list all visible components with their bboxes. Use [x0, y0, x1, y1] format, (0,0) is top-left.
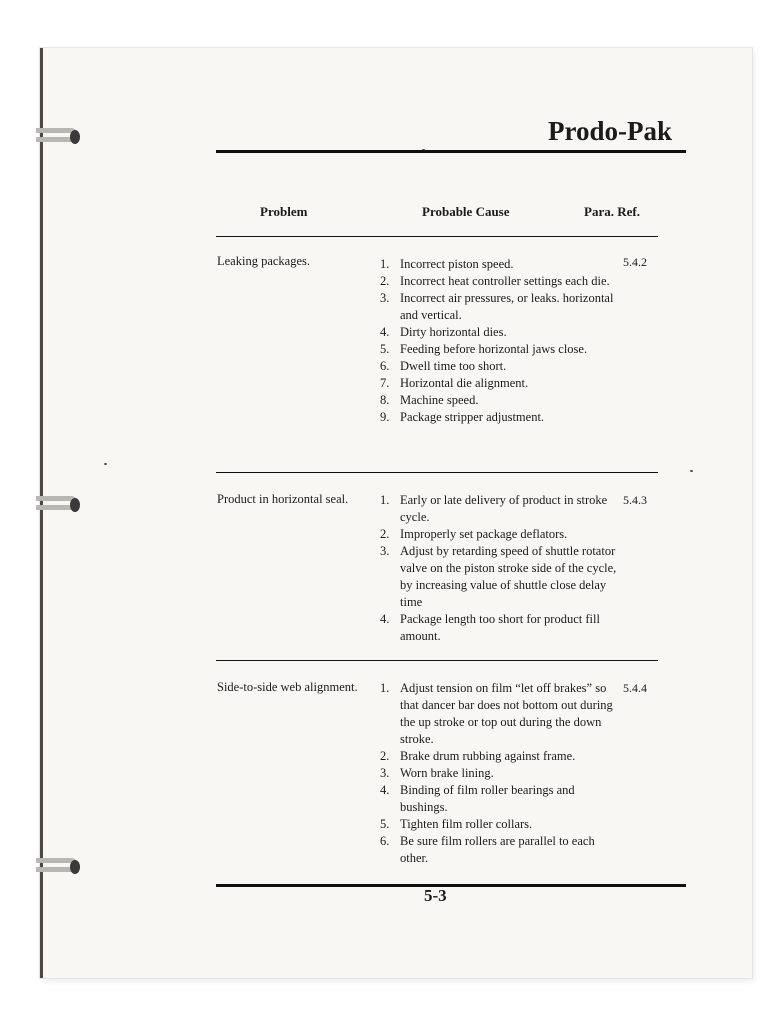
brand-title: Prodo-Pak: [547, 116, 672, 146]
para-ref-cell: 5.4.2: [623, 255, 647, 269]
cause-item: 6. Be sure film rollers are parallel to each other.: [380, 834, 595, 865]
page-number: 5-3: [424, 886, 447, 905]
column-header-ref: Para. Ref.: [584, 204, 640, 219]
cause-item: 3. Worn brake lining.: [380, 766, 494, 780]
cause-list: [376, 256, 620, 426]
cause-item: 3. Incorrect air pressures, or leaks. horizontal and vertical.: [380, 291, 614, 322]
cause-item: 1. Adjust tension on film “let off brakes” so that dancer bar does not bottom out during the up stroke or top out during the down stroke.: [380, 681, 613, 746]
header-rule: [216, 150, 686, 153]
column-header-cause: Probable Cause: [422, 204, 510, 219]
cause-item: 6. Dwell time too short.: [380, 359, 507, 373]
row-divider: [216, 472, 658, 473]
cause-item: 8. Machine speed.: [380, 393, 479, 407]
cause-item: 1. Early or late delivery of product in stroke cycle.: [380, 493, 608, 524]
cause-item: 2. Incorrect heat controller settings each die.: [380, 274, 610, 288]
cause-item: 2. Improperly set package deflators.: [380, 527, 568, 541]
para-ref-cell: 5.4.3: [623, 493, 647, 507]
paper-speck: [690, 470, 693, 472]
cause-list: [376, 492, 620, 645]
para-ref-cell: 5.4.4: [623, 681, 647, 695]
cause-item: 2. Brake drum rubbing against frame.: [380, 749, 576, 763]
column-header-problem: Problem: [260, 204, 308, 219]
cause-item: 7. Horizontal die alignment.: [380, 376, 529, 390]
cause-item: 9. Package stripper adjustment.: [380, 410, 545, 424]
cause-item: 4. Binding of film roller bearings and bushings.: [380, 783, 575, 814]
cause-item: 1. Incorrect piston speed.: [380, 257, 514, 271]
cause-item: 4. Dirty horizontal dies.: [380, 325, 507, 339]
table-header-divider: [216, 236, 658, 237]
cause-item: 3. Adjust by retarding speed of shuttle rotator valve on the piston stroke side of the cycle, by increasing value of shuttle close delay time: [380, 544, 617, 609]
binder-ring-icon: [36, 858, 84, 880]
binder-ring-icon: [36, 128, 84, 150]
paper-speck: [104, 463, 107, 465]
footer-rule: [216, 884, 686, 887]
problem-cell: Product in horizontal seal.: [217, 492, 349, 506]
row-divider: [216, 660, 658, 661]
problem-cell: Leaking packages.: [217, 254, 311, 268]
cause-item: 4. Package length too short for product fill amount.: [380, 612, 600, 643]
cause-list: [376, 680, 620, 867]
problem-cell: Side-to-side web alignment.: [217, 680, 358, 694]
cause-item: 5. Tighten film roller collars.: [380, 817, 533, 831]
cause-item: 5. Feeding before horizontal jaws close.: [380, 342, 588, 356]
binder-ring-icon: [36, 496, 84, 518]
